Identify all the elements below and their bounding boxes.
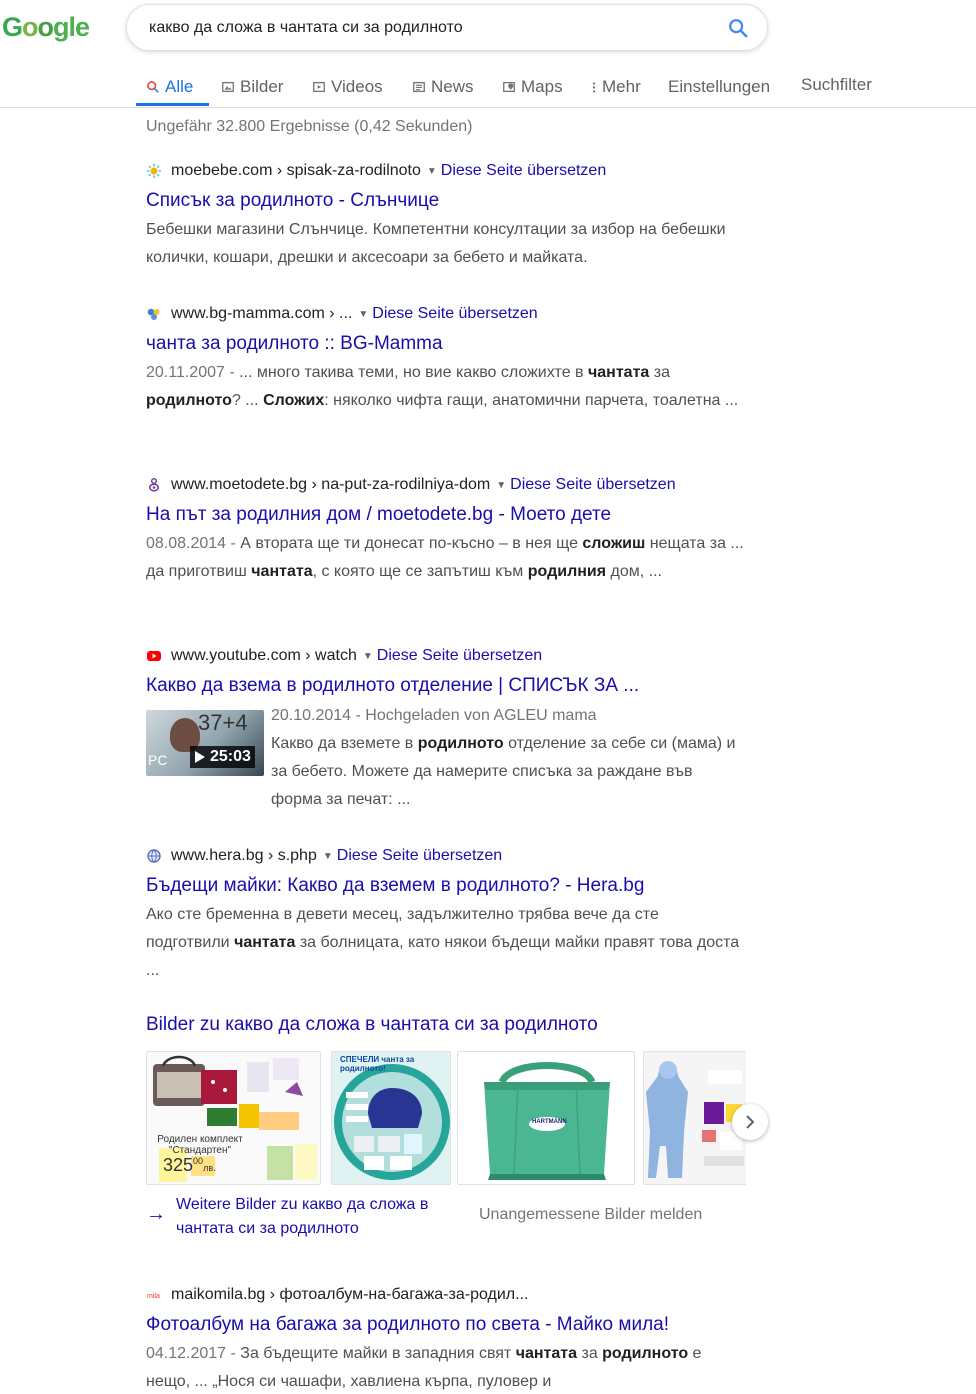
image-caption: Родилен комплект "Стандартен" bbox=[157, 1134, 243, 1156]
brand-label: HARTMANN bbox=[532, 1119, 567, 1125]
search-result bbox=[146, 1284, 746, 1394]
globe-icon bbox=[146, 848, 162, 864]
dropdown-arrow-icon[interactable]: ▼ bbox=[358, 308, 369, 320]
result-date: 04.12.2017 - bbox=[146, 1345, 241, 1362]
result-title-link[interactable]: чанта за родилното :: BG-Mamma bbox=[146, 333, 443, 354]
tab-images[interactable] bbox=[221, 74, 283, 100]
images-section-title[interactable]: Bilder zu какво да сложа в чантата си за родилното bbox=[146, 1014, 598, 1035]
result-snippet: 20.11.2007 - ... много такива теми, но вие какво сложихте в чантата за родилното? ... Сложих: няколко чифта гащи, анатомични парчета, тоалетна ... bbox=[146, 364, 739, 409]
google-logo[interactable]: Google bbox=[2, 12, 90, 42]
baby-clothes-image bbox=[644, 1052, 746, 1185]
translate-link[interactable]: Diese Seite übersetzen bbox=[510, 476, 676, 493]
dropdown-arrow-icon[interactable]: ▼ bbox=[322, 850, 333, 862]
image-result[interactable] bbox=[146, 1051, 321, 1185]
video-duration: 25:03 bbox=[210, 748, 251, 765]
image-result[interactable] bbox=[457, 1051, 635, 1185]
svg-text:mila: mila bbox=[147, 1293, 160, 1300]
result-snippet: Бебешки магазини Слънчице. Компетентни консултации за избор на бебешки колички, кошари, дрешки и аксесоари за бебето и майката. bbox=[146, 221, 726, 266]
result-snippet: 20.10.2014 - Hochgeladen von AGLEU mama Какво да вземете в родилното отделение за себе си (мама) и за бебето. Можете да намерите списъка за раждане във форма за печат: ... bbox=[271, 702, 746, 814]
result-title-link[interactable]: Списък за родилното - Слънчице bbox=[146, 190, 440, 211]
tab-all[interactable] bbox=[146, 74, 193, 100]
result-stats: Ungefähr 32.800 Ergebnisse (0,42 Sekunden) bbox=[146, 118, 473, 135]
image-result[interactable] bbox=[331, 1051, 451, 1185]
dropdown-arrow-icon[interactable]: ▼ bbox=[426, 165, 437, 177]
result-url[interactable] bbox=[146, 845, 746, 867]
carousel-next-button[interactable] bbox=[732, 1104, 768, 1140]
play-icon bbox=[194, 750, 206, 764]
search-result bbox=[146, 474, 746, 586]
translate-link[interactable]: Diese Seite übersetzen bbox=[376, 647, 543, 664]
youtube-icon bbox=[146, 648, 162, 664]
result-breadcrumb: moebebe.com › spisak-za-rodilnoto bbox=[171, 162, 421, 179]
tab-news-label: News bbox=[431, 77, 474, 96]
result-title-link[interactable]: На път за родилния дом / moetodete.bg - Моето дете bbox=[146, 504, 612, 525]
report-images-link[interactable]: Unangemessene Bilder melden bbox=[479, 1206, 703, 1223]
search-icon bbox=[146, 80, 160, 94]
image-caption: СПЕЧЕЛИ чанта за родилното! bbox=[340, 1055, 415, 1073]
price-label: $325^{00}лв$. bbox=[163, 1155, 216, 1175]
more-images-label: Weitere Bilder zu какво да сложа в чантата си за родилното bbox=[176, 1196, 429, 1237]
result-url[interactable] bbox=[146, 645, 746, 667]
arrow-right-icon: → bbox=[146, 1203, 166, 1225]
thumbnail-caption: PC bbox=[148, 752, 168, 768]
result-date: 20.10.2014 - Hochgeladen von AGLEU mama bbox=[271, 707, 597, 724]
search-result bbox=[146, 303, 746, 415]
translate-link[interactable]: Diese Seite übersetzen bbox=[440, 162, 607, 179]
tab-all-label: Alle bbox=[165, 77, 194, 96]
search-tabs bbox=[0, 70, 976, 108]
result-date: 20.11.2007 - bbox=[146, 364, 240, 381]
newspaper-icon bbox=[412, 80, 426, 94]
result-url[interactable] bbox=[146, 160, 746, 182]
more-vert-icon bbox=[591, 80, 597, 94]
result-snippet: 08.08.2014 - А втората ще ти донесат по-късно – в нея ще сложиш нещата за ... да приготвиш чантата, с която ще се запътиш към родилния дом, ... bbox=[146, 535, 744, 580]
video-icon bbox=[312, 80, 326, 94]
result-breadcrumb: www.bg-mamma.com › ... bbox=[171, 305, 353, 322]
search-result bbox=[146, 160, 746, 272]
more-images-link[interactable] bbox=[146, 1193, 476, 1241]
video-duration-badge bbox=[190, 746, 255, 768]
result-url[interactable] bbox=[146, 303, 746, 325]
result-url[interactable] bbox=[146, 1284, 746, 1306]
search-result bbox=[146, 845, 746, 985]
dropdown-arrow-icon[interactable]: ▼ bbox=[362, 650, 373, 662]
result-url[interactable] bbox=[146, 474, 746, 496]
result-snippet: Ако сте бременна в девети месец, задължително трябва вече да сте подготвили чантата за болницата, като някои бъдещи майки правят това доста ... bbox=[146, 906, 740, 979]
tab-news[interactable] bbox=[412, 74, 474, 100]
video-thumbnail[interactable] bbox=[146, 710, 264, 776]
active-tab-indicator bbox=[136, 103, 209, 106]
image-result[interactable] bbox=[643, 1051, 746, 1185]
result-snippet: 04.12.2017 - За бъдещите майки в западния свят чантата за родилното е нещо, ... „Нося си чашафи, хавлиена кърпа, пуловер и bbox=[146, 1345, 702, 1390]
result-breadcrumb: www.moetodete.bg › na-put-za-rodilniya-dom bbox=[171, 476, 491, 493]
result-title-link[interactable]: Бъдещи майки: Какво да вземем в родилното? - Hera.bg bbox=[146, 875, 645, 896]
map-icon bbox=[502, 80, 516, 94]
tab-settings-label: Einstellungen bbox=[668, 77, 771, 96]
result-title-link[interactable]: Фотоалбум на багажа за родилното по света - Майко мила! bbox=[146, 1314, 670, 1335]
tab-maps-label: Maps bbox=[521, 77, 563, 96]
thumbnail-text: 37+4 bbox=[198, 710, 248, 735]
search-input[interactable]: какво да сложа в чантата си за родилното bbox=[149, 19, 463, 36]
translate-link[interactable]: Diese Seite übersetzen bbox=[372, 305, 538, 322]
result-breadcrumb: maikomila.bg › фотоалбум-на-багажа-за-родил... bbox=[171, 1286, 529, 1303]
tab-more[interactable] bbox=[591, 74, 641, 100]
translate-link[interactable]: Diese Seite übersetzen bbox=[336, 847, 503, 864]
image-carousel bbox=[146, 1051, 746, 1185]
header bbox=[0, 0, 976, 108]
image-icon bbox=[221, 80, 235, 94]
tab-images-label: Bilder bbox=[240, 77, 284, 96]
tab-videos-label: Videos bbox=[331, 77, 383, 96]
chevron-right-icon bbox=[744, 1115, 756, 1129]
tab-settings[interactable] bbox=[668, 74, 770, 100]
pacifier-favicon-icon bbox=[146, 477, 162, 493]
dropdown-arrow-icon[interactable]: ▼ bbox=[496, 479, 507, 491]
tab-search-tools-label: Suchfilter bbox=[801, 75, 872, 94]
result-breadcrumb: www.hera.bg › s.php bbox=[171, 847, 317, 864]
bg-mamma-favicon-icon bbox=[146, 306, 162, 322]
search-icon[interactable] bbox=[727, 17, 749, 39]
tab-maps[interactable] bbox=[502, 74, 563, 100]
tab-videos[interactable] bbox=[312, 74, 383, 100]
result-breadcrumb: www.youtube.com › watch bbox=[171, 647, 357, 664]
search-box[interactable] bbox=[126, 4, 768, 51]
tab-search-tools[interactable] bbox=[801, 72, 872, 98]
sun-favicon-icon bbox=[146, 163, 162, 179]
result-title-link[interactable]: Какво да взема в родилното отделение | СПИСЪК ЗА ... bbox=[146, 675, 640, 696]
tab-more-label: Mehr bbox=[602, 77, 641, 96]
video-result bbox=[146, 645, 746, 814]
maikomila-favicon-icon bbox=[146, 1287, 162, 1303]
result-date: 08.08.2014 - bbox=[146, 535, 241, 552]
